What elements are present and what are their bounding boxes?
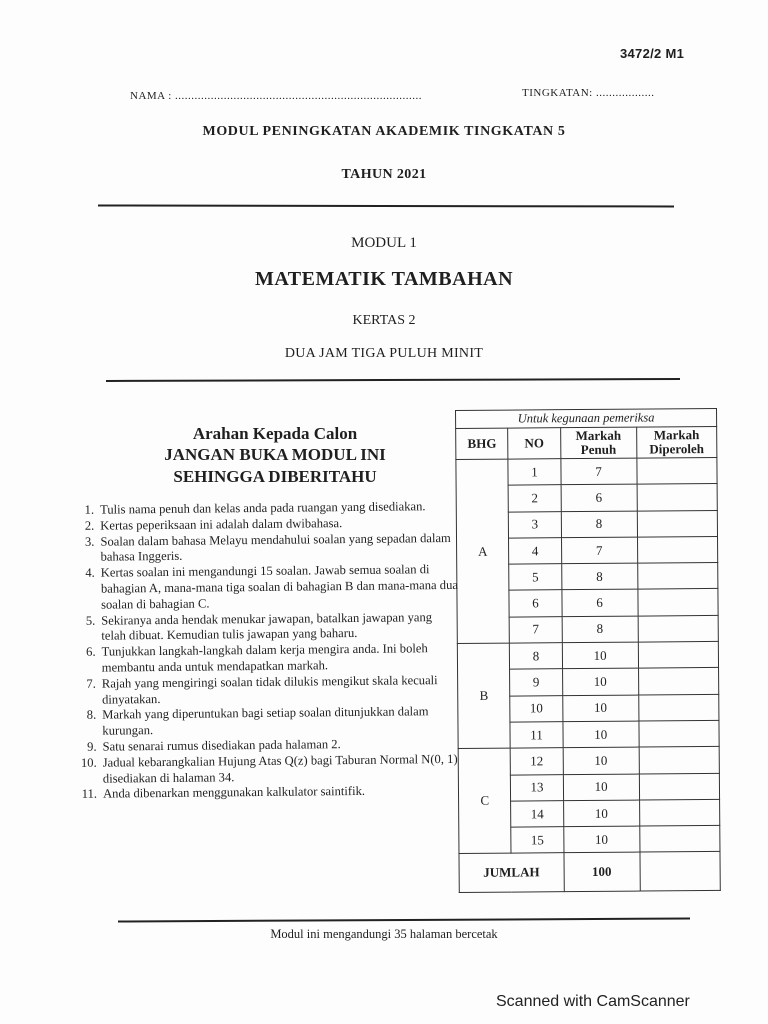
question-number: 10: [510, 695, 562, 722]
question-number: 3: [509, 511, 561, 538]
instructions-heading: Arahan Kepada Calon: [192, 424, 358, 443]
question-number: 12: [511, 748, 563, 775]
obtained-marks-cell: [639, 720, 720, 747]
obtained-marks-cell: [637, 510, 718, 537]
paper-label: KERTAS 2: [352, 313, 416, 328]
question-number: 6: [509, 590, 561, 617]
page-count-note: Modul ini mengandungi 35 halaman bercetak: [270, 927, 498, 941]
table-row: [456, 457, 717, 485]
instruction-text: Markah yang diperuntukan bagi setiap soalan ditunjukkan dalam kurungan.: [102, 704, 429, 738]
obtained-marks-cell: [639, 773, 720, 800]
form-field: TINGKATAN: ..................: [522, 87, 655, 99]
instruction-number: 5.: [85, 613, 96, 628]
header-no: NO: [508, 428, 560, 459]
instruction-number: 11.: [81, 787, 98, 802]
question-number: 14: [511, 801, 563, 828]
question-number: 8: [510, 643, 562, 670]
instruction-item: [67, 562, 459, 613]
marks-table: [455, 408, 721, 893]
full-marks-cell: 6: [561, 590, 637, 617]
full-marks-cell: 10: [563, 800, 639, 827]
question-number: 15: [511, 827, 563, 854]
obtained-marks-cell: [638, 668, 719, 695]
section-label: A: [456, 459, 510, 643]
name-field: NAMA : ............................................................................: [130, 90, 423, 102]
instruction-item: [68, 673, 460, 709]
section-label: C: [458, 748, 511, 854]
instruction-text: Kertas peperiksaan ini adalah dalam dwibahasa.: [100, 515, 343, 533]
total-obtained-cell: [640, 852, 721, 892]
full-marks-cell: 8: [561, 563, 637, 590]
table-row: [458, 747, 719, 775]
header-full-marks-line1: Markah: [575, 427, 622, 444]
instruction-item: [69, 783, 461, 803]
question-number: 9: [510, 669, 562, 696]
total-label: JUMLAH: [459, 853, 564, 893]
instruction-text: Tulis nama penuh dan kelas anda pada ruangan yang disediakan.: [99, 499, 426, 517]
obtained-marks-cell: [639, 799, 720, 826]
divider: [98, 204, 674, 207]
instruction-item: [66, 530, 458, 566]
full-marks-cell: 10: [563, 721, 639, 748]
full-marks-cell: 10: [562, 695, 638, 722]
total-value: 100: [564, 853, 640, 893]
divider: [106, 378, 680, 382]
instruction-text: Soalan dalam bahasa Melayu mendahului soalan yang sepadan dalam bahasa Inggeris.: [100, 530, 451, 565]
module-number: MODUL 1: [351, 235, 417, 251]
instruction-number: 7.: [86, 676, 96, 691]
question-number: 4: [509, 538, 561, 565]
header-obtained-marks-line1: Markah: [653, 427, 700, 443]
divider: [118, 918, 690, 923]
instructions-list: [66, 499, 461, 803]
full-marks-cell: 10: [563, 826, 639, 853]
warning-line-1: JANGAN BUKA MODUL INI: [164, 445, 386, 464]
full-marks-cell: 10: [562, 668, 638, 695]
full-marks-cell: 7: [560, 458, 636, 485]
instruction-number: 8.: [86, 708, 97, 723]
full-marks-cell: 10: [562, 642, 638, 669]
header-bhg: BHG: [456, 428, 509, 459]
full-marks-cell: 10: [563, 774, 639, 801]
instruction-number: 2.: [84, 518, 95, 533]
obtained-marks-cell: [638, 589, 719, 616]
question-number: 1: [508, 459, 560, 486]
header-full-marks-line2: Penuh: [580, 441, 617, 458]
question-number: 7: [510, 616, 562, 643]
subject-title: MATEMATIK TAMBAHAN: [254, 268, 514, 290]
full-marks-cell: 7: [561, 537, 637, 564]
paper-code: 3472/2 M1: [620, 46, 685, 61]
module-title: MODUL PENINGKATAN AKADEMIK TINGKATAN 5: [202, 124, 566, 139]
instruction-item: [67, 609, 459, 645]
warning-line-2: SEHINGGA DIBERITAHU: [173, 467, 377, 486]
instruction-text: Rajah yang mengiringi soalan tidak dilukis mengikut skala kecuali dinyatakan.: [101, 672, 438, 707]
obtained-marks-cell: [638, 642, 719, 669]
obtained-marks-cell: [637, 563, 718, 590]
obtained-marks-cell: [639, 747, 720, 774]
instruction-number: 9.: [87, 739, 97, 754]
obtained-marks-cell: [637, 484, 718, 511]
instruction-text: Anda dibenarkan menggunakan kalkulator saintifik.: [102, 784, 366, 801]
header-full-marks: [560, 427, 636, 459]
obtained-marks-cell: [638, 615, 719, 642]
instruction-text: Kertas soalan ini mengandungi 15 soalan. Jawab semua soalan di bahagian A, mana-mana tiga soalan di bahagian B dan mana-mana dua soalan di bahagian C.: [100, 562, 458, 612]
instruction-number: 3.: [84, 534, 95, 549]
duration-label: DUA JAM TIGA PULUH MINIT: [284, 346, 484, 361]
question-number: 13: [511, 774, 563, 801]
full-marks-cell: 6: [561, 484, 637, 511]
scanner-watermark: Scanned with CamScanner: [496, 993, 690, 1010]
instruction-number: 4.: [85, 565, 95, 580]
total-row: [459, 852, 720, 893]
table-caption: Untuk kegunaan pemeriksa: [456, 408, 717, 428]
obtained-marks-cell: [639, 826, 720, 853]
table-row: [457, 642, 718, 670]
instruction-number: 10.: [80, 755, 97, 770]
obtained-marks-cell: [637, 457, 718, 484]
question-number: 5: [509, 564, 561, 591]
year-title: TAHUN 2021: [341, 167, 427, 182]
instruction-text: Sekiranya anda hendak menukar jawapan, batalkan jawapan yang telah dibuat. Kemudian tulis jawapan yang baharu.: [101, 609, 433, 644]
instruction-number: 1.: [84, 502, 95, 517]
instruction-text: Jadual kebarangkalian Hujung Atas Q(z) bagi Taburan Normal N(0, 1) disediakan di halaman 34.: [102, 751, 458, 786]
marks-table-container: [455, 408, 722, 910]
header-obtained-marks: [636, 426, 717, 458]
obtained-marks-cell: [637, 536, 718, 563]
question-number: 11: [510, 722, 562, 749]
full-marks-cell: 8: [561, 511, 637, 538]
instruction-text: Tunjukkan langkah-langkah dalam kerja mengira anda. Ini boleh membantu anda untuk mendapatkan markah.: [101, 641, 428, 675]
obtained-marks-cell: [638, 694, 719, 721]
full-marks-cell: 10: [563, 747, 639, 774]
instruction-item: [68, 704, 460, 740]
question-number: 2: [508, 485, 560, 512]
section-label: B: [457, 643, 510, 749]
instruction-item: [69, 752, 461, 788]
instruction-text: Satu senarai rumus disediakan pada halaman 2.: [102, 737, 341, 754]
header-obtained-marks-line2: Diperoleh: [649, 441, 705, 457]
full-marks-cell: 8: [562, 616, 638, 643]
instruction-number: 6.: [86, 644, 96, 659]
instruction-item: [67, 641, 459, 677]
